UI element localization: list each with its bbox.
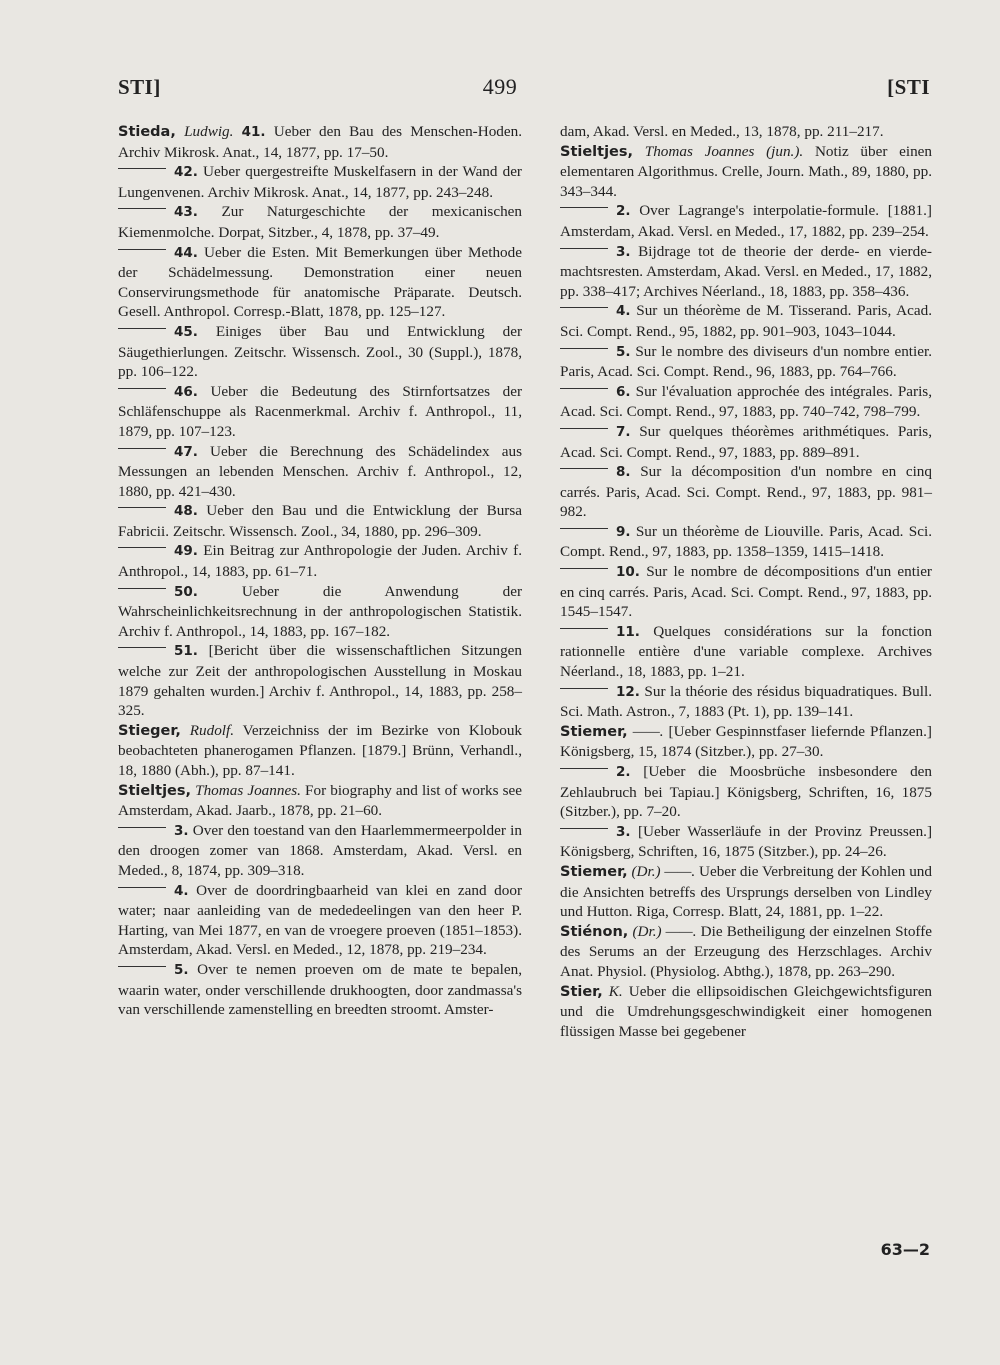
ditto-dash	[118, 827, 166, 828]
entry-text: Over den toestand van den Haarlemmermeerpolder in den droogen zomer van 1868. Amsterdam, Akad. Versl. en Meded., 8, 1874, pp. 309–318.	[118, 821, 522, 879]
ditto-dash	[560, 628, 608, 629]
bibliography-entry	[560, 522, 932, 562]
author-surname: Stiemer,	[560, 723, 628, 740]
bibliography-entry	[118, 202, 522, 242]
entry-text: Over te nemen proeven om de mate te bepalen, waarin water, onder verschillende drukhoogten, door zandmassa's van verschillende zamenstelling en breedten stroomt. Amster-	[118, 960, 523, 1019]
bibliography-entry	[118, 541, 522, 581]
ditto-dash	[560, 568, 608, 569]
bibliography-entry	[560, 982, 932, 1042]
entry-number: 47.	[174, 443, 198, 460]
bibliography-entry	[560, 422, 932, 462]
entry-text: [Ueber Gespinnstfaser liefernde Pflanzen.] Königsberg, 15, 1874 (Sitzber.), pp. 27–30.	[560, 722, 932, 761]
ditto-dash	[118, 448, 166, 449]
entry-text: [Bericht über die wissenschaftlichen Sitzungen welche zur Zeit der anthropologischen Ausstellung in Moskau 1879 gehalten wurden.] Archiv f. Anthropol., 14, 1883, pp. 258–325.	[118, 642, 523, 720]
bibliography-entry	[118, 122, 522, 162]
author-surname: Stiénon,	[560, 923, 629, 940]
bibliography-entry	[118, 881, 522, 960]
bibliography-entry	[560, 301, 932, 341]
ditto-dash	[118, 388, 166, 389]
ditto-dash	[560, 428, 608, 429]
entry-number: 46.	[174, 383, 198, 400]
ditto-dash	[560, 388, 608, 389]
entry-text: Verzeichniss der im Bezirke von Klobouk beobachteten phanerogamen Pflanzen. [1879.] Brünn, Verhandl., 18, 1880 (Abh.), pp. 87–141.	[118, 721, 523, 779]
bibliography-entry	[560, 122, 932, 142]
author-surname: Stieda,	[118, 124, 176, 140]
entry-text: Notiz über einen elementaren Algorithmus. Crelle, Journ. Math., 89, 1880, pp. 343–344.	[560, 142, 933, 200]
ditto-dash	[118, 507, 166, 508]
entry-text: Sur quelques théorèmes arithmétiques. Paris, Acad. Sci. Compt. Rend., 97, 1883, pp. 889–891.	[560, 422, 932, 461]
entry-text: dam, Akad. Versl. en Meded., 13, 1878, pp. 211–217.	[560, 123, 884, 140]
entry-text: Sur la théorie des résidus biquadratiques. Bull. Sci. Math. Astron., 7, 1883 (Pt. 1), pp. 139–141.	[560, 682, 933, 721]
entry-number: 3.	[616, 823, 631, 840]
ditto-dash	[560, 688, 608, 689]
left-column	[118, 122, 522, 1020]
bibliography-entry	[118, 721, 522, 781]
running-head-left: STI]	[118, 75, 161, 99]
ditto-dash	[560, 207, 608, 208]
entry-number: 7.	[616, 423, 631, 440]
ditto-dash	[560, 307, 608, 308]
entry-text: For biography and list of works see Amsterdam, Akad. Jaarb., 1878, pp. 21–60.	[118, 781, 523, 820]
ditto-dash	[118, 966, 166, 967]
bibliography-entry	[560, 622, 932, 682]
bibliography-entry	[560, 722, 932, 762]
entry-number: 10.	[616, 564, 640, 581]
entry-text: Sur le nombre de décompositions d'un entier en cinq carrés. Paris, Acad. Sci. Compt. Rend., 97, 1883, pp. 1545–1547.	[560, 563, 932, 621]
entry-number: 6.	[616, 383, 631, 400]
bibliography-entry	[118, 821, 522, 881]
bibliography-entry	[118, 382, 522, 442]
entry-text: Die Betheiligung der einzelnen Stoffe des Serums an der Erzeugung des Herzschlages. Archiv Anat. Physiol. (Physiolog. Abthg.), 1878, pp. 263–290.	[560, 922, 932, 980]
entry-number: 41.	[241, 124, 266, 140]
entry-text: Ueber die Bedeutung des Stirnfortsatzes der Schläfenschuppe als Racenmerkmal. Archiv f. Anthropol., 11, 1879, pp. 107–123.	[118, 382, 522, 440]
bibliography-entry	[560, 142, 932, 202]
entry-text: Zur Naturgeschichte der mexicanischen Kiemenmolche. Dorpat, Sitzber., 4, 1878, pp. 37–49.	[118, 203, 522, 241]
entry-text: Over de doordringbaarheid van klei en zand door water; naar aanleiding van de mededeelingen van den heer P. Harting, van Mei 1877, en van de vroegere proeven (1851–1853). Amsterdam, Akad. Versl. en Meded., 12, 1878, pp. 219–234.	[118, 881, 523, 959]
entry-number: 11.	[616, 623, 640, 640]
entry-text: Ueber den Bau des Menschen-Hoden. Archiv Mikrosk. Anat., 14, 1877, pp. 17–50.	[118, 123, 523, 161]
author-given-name: Ludwig.	[184, 123, 234, 140]
entry-text: Ueber die Anwendung der Wahrscheinlichkeitsrechnung in der anthropologischen Statistik. Archiv f. Anthropol., 14, 1883, pp. 167–182.	[118, 582, 522, 640]
author-surname: Stieltjes,	[560, 143, 634, 160]
bibliography-entry	[118, 960, 522, 1020]
author-surname: Stier,	[560, 983, 603, 1000]
author-surname: Stiemer,	[560, 863, 628, 880]
right-column	[560, 122, 932, 1041]
ditto-dash	[118, 547, 166, 548]
entry-number: 44.	[174, 244, 198, 261]
author-given-name: ——.	[632, 722, 664, 740]
entry-number: 2.	[616, 203, 631, 220]
entry-text: Sur l'évaluation approchée des intégrales. Paris, Acad. Sci. Compt. Rend., 97, 1883, pp. 740–742, 798–799.	[560, 382, 932, 421]
entry-number: 5.	[174, 961, 189, 978]
entry-number: 51.	[174, 643, 198, 660]
bibliography-entry	[118, 322, 522, 382]
entry-number: 3.	[616, 243, 631, 260]
entry-text: Ueber die Berechnung des Schädelindex aus Messungen an lebenden Menschen. Archiv f. Anthropol., 12, 1880, pp. 421–430.	[118, 442, 523, 500]
entry-number: 49.	[174, 543, 198, 560]
entry-number: 42.	[174, 164, 198, 181]
entry-number: 4.	[616, 303, 631, 320]
ditto-dash	[560, 828, 608, 829]
entry-text: Sur la décomposition d'un nombre en cinq carrés. Paris, Acad. Sci. Compt. Rend., 97, 1883, pp. 981–982.	[560, 463, 932, 521]
bibliography-entry	[118, 501, 522, 541]
ditto-dash	[560, 348, 608, 349]
bibliography-entry	[560, 382, 932, 422]
bibliography-entry	[560, 562, 932, 622]
entry-number: 9.	[616, 523, 631, 540]
bibliography-entry	[560, 342, 932, 382]
entry-number: 4.	[174, 882, 189, 899]
author-given-name: (Dr.) ——.	[631, 862, 696, 880]
bibliography-entry	[118, 162, 522, 202]
page-number: 499	[482, 74, 518, 99]
entry-text: Ueber den Bau und die Entwicklung der Bursa Fabricii. Zeitschr. Wissensch. Zool., 34, 1880, pp. 296–309.	[118, 502, 522, 540]
bibliography-entry	[118, 442, 522, 502]
entry-text: Sur le nombre des diviseurs d'un nombre entier. Paris, Acad. Sci. Compt. Rend., 96, 1883, pp. 764–766.	[560, 342, 932, 381]
running-head-right: [STI	[887, 75, 930, 99]
entry-text: Ueber die Verbreitung der Kohlen und die Ansichten betreffs des Ursprungs derselben von Lindley und Hutton. Riga, Corresp. Blatt, 24, 1881, pp. 1–22.	[560, 862, 932, 921]
entry-text: Sur un théorème de M. Tisserand. Paris, Acad. Sci. Compt. Rend., 95, 1882, pp. 901–903, 1043–1044.	[560, 302, 932, 340]
ditto-dash	[118, 208, 166, 209]
ditto-dash	[118, 168, 166, 169]
entry-text: Ueber die Esten. Mit Bemerkungen über Methode der Schädelmessung. Demonstration einer neuen Conservirungsmethode für anatomische Präparate. Deutsch. Gesell. Anthropol. Corresp.-Blatt, 1878, pp. 125–127.	[118, 243, 522, 321]
entry-text: Ein Beitrag zur Anthropologie der Juden. Archiv f. Anthropol., 14, 1883, pp. 61–71.	[118, 542, 522, 581]
ditto-dash	[118, 887, 166, 888]
author-given-name: K.	[608, 982, 623, 1000]
entry-text: Over Lagrange's interpolatie-formule. [1881.] Amsterdam, Akad. Versl. en Meded., 17, 1882, pp. 239–254.	[560, 202, 932, 240]
ditto-dash	[118, 249, 166, 250]
bibliography-entry	[560, 682, 932, 722]
ditto-dash	[560, 248, 608, 249]
bibliography-entry	[118, 582, 522, 642]
bibliography-entry	[560, 762, 932, 822]
entry-number: 2.	[616, 764, 631, 780]
ditto-dash	[118, 647, 166, 648]
ditto-dash	[118, 328, 166, 329]
bibliography-entry	[560, 242, 932, 302]
author-given-name: Thomas Joannes (jun.).	[644, 142, 804, 160]
entry-text: Quelques considérations sur la fonction rationnelle entière d'une variable complexe. Archives Néerland., 18, 1883, pp. 1–21.	[560, 622, 932, 681]
ditto-dash	[560, 468, 608, 469]
entry-number: 50.	[174, 583, 198, 600]
entry-text: Sur un théorème de Liouville. Paris, Acad. Sci. Compt. Rend., 97, 1883, pp. 1358–1359, 1415–1418.	[560, 522, 932, 561]
author-given-name: (Dr.) ——.	[632, 922, 697, 940]
bibliography-entry	[560, 862, 932, 922]
author-surname: Stieger,	[118, 722, 181, 739]
entry-number: 45.	[174, 323, 198, 340]
entry-text: Einiges über Bau und Entwicklung der Säugethierlungen. Zeitschr. Wissensch. Zool., 30 (Suppl.), 1878, pp. 106–122.	[118, 322, 523, 381]
author-surname: Stieltjes,	[118, 782, 192, 799]
entry-number: 12.	[616, 683, 640, 700]
entry-number: 3.	[174, 822, 189, 839]
bibliography-entry	[118, 781, 522, 821]
entry-number: 48.	[174, 503, 198, 520]
entry-text: [Ueber Wasserläufe in der Provinz Preussen.] Königsberg, Schriften, 16, 1875 (Sitzber.), pp. 24–26.	[560, 822, 933, 861]
ditto-dash	[560, 768, 608, 769]
entry-number: 8.	[616, 464, 631, 481]
author-given-name: Rudolf.	[189, 721, 235, 739]
ditto-dash	[560, 528, 608, 529]
ditto-dash	[118, 588, 166, 589]
author-given-name: Thomas Joannes.	[195, 781, 301, 799]
entry-number: 43.	[174, 204, 198, 221]
entry-number: 5.	[616, 343, 631, 360]
entry-text: Bijdrage tot de theorie der derde- en vierde-machtsresten. Amsterdam, Akad. Versl. en Meded., 17, 1882, pp. 338–417; Archives Néerland., 18, 1883, pp. 358–436.	[560, 242, 932, 300]
bibliography-entry	[560, 922, 932, 982]
bibliography-entry	[560, 822, 932, 862]
entry-text: Ueber die ellipsoidischen Gleichgewichtsfiguren und die Umdrehungsgeschwindigkeit einer homogenen flüssigen Masse bei gegebener	[560, 982, 933, 1040]
bibliography-entry	[118, 641, 522, 720]
bibliography-entry	[118, 243, 522, 322]
entry-text: [Ueber die Moosbrüche insbesondere den Zehlaubruch bei Tapiau.] Königsberg, Schriften, 16, 1875 (Sitzber.), pp. 7–20.	[560, 763, 933, 821]
entry-text: Ueber quergestreifte Muskelfasern in der Wand der Lungenvenen. Archiv Mikrosk. Anat., 14, 1877, pp. 243–248.	[118, 163, 522, 201]
bibliography-entry	[560, 201, 932, 241]
bibliography-entry	[560, 462, 932, 522]
signature-mark: 63—2	[880, 1240, 930, 1259]
